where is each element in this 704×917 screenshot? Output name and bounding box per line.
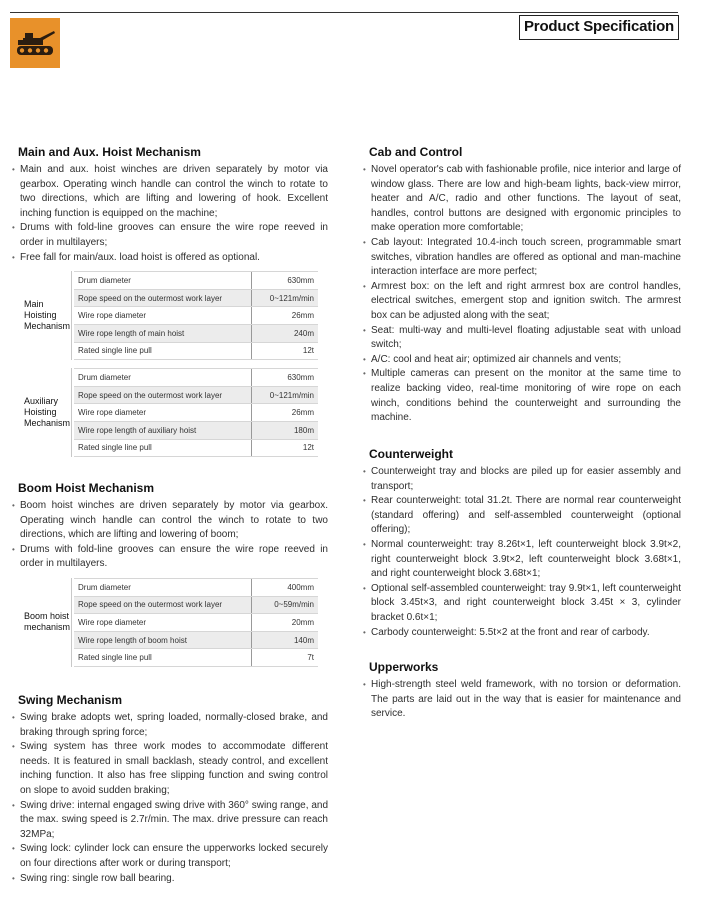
table-cell: Wire rope length of boom hoist: [74, 631, 252, 649]
table-row: [74, 342, 318, 360]
bullet-list: [12, 163, 328, 265]
bullet-list: [363, 465, 681, 640]
table-cell: Drum diameter: [74, 578, 252, 596]
table-cell: Rated single line pull: [74, 342, 252, 360]
table-cell: Rated single line pull: [74, 649, 252, 667]
table-label: Main Hoisting Mechanism: [12, 271, 72, 360]
table-row: [74, 649, 318, 667]
page-title: Product Specification: [519, 15, 679, 40]
table-cell: 20mm: [252, 614, 319, 632]
list-item: • Multiple cameras can present on the monitor at the same time to realize backing video, real-time monitoring of wire rope on each winch, conditions behind the counterweight and surrounding the machine.: [363, 367, 681, 425]
section-heading: Main and Aux. Hoist Mechanism: [18, 145, 201, 159]
table-row: [74, 272, 318, 290]
table-cell: Drum diameter: [74, 369, 252, 387]
list-item: • Drums with fold-line grooves can ensure the wire rope reeved in order in multilayers;: [12, 221, 328, 250]
table-cell: 0~121m/min: [252, 386, 319, 404]
list-item: • Novel operator's cab with fashionable profile, nice interior and large of window glass. There are low and high-beam lights, back-view mirror, heater and A/C, radio and other functions. The layout of seat, handles, control buttons are designed with ergonomic principles to make operation more comfortable;: [363, 163, 681, 236]
cab-control-section: [363, 145, 681, 426]
main-hoist-spec-table: [12, 271, 328, 360]
bullet-list: [363, 163, 681, 426]
table-cell: Rope speed on the outermost work layer: [74, 596, 252, 614]
table-cell: Wire rope diameter: [74, 307, 252, 325]
table-row: [74, 404, 318, 422]
table-cell: 630mm: [252, 369, 319, 387]
section-heading: Upperworks: [369, 660, 439, 674]
aux-hoist-spec-table: [12, 368, 328, 457]
upperworks-section: [363, 660, 681, 722]
table-cell: 630mm: [252, 272, 319, 290]
list-item: • Swing ring: single row ball bearing.: [12, 872, 328, 887]
list-item: • Cab layout: Integrated 10.4-inch touch screen, programmable smart switches, vibration handles are offered as optional and man-machine interaction interface are more perfect;: [363, 236, 681, 280]
table-row: [74, 421, 318, 439]
table-row: [74, 578, 318, 596]
table-cell: 12t: [252, 342, 319, 360]
list-item: • Seat: multi-way and multi-level floating adjustable seat with unload switch;: [363, 324, 681, 353]
main-aux-hoist-section: [12, 145, 328, 457]
list-item: • Swing lock: cylinder lock can ensure the upperworks locked securely on four directions after work or during transport;: [12, 842, 328, 871]
section-heading: Swing Mechanism: [18, 693, 123, 707]
section-heading: Counterweight: [369, 447, 453, 461]
list-item: • Armrest box: on the left and right armrest box are control handles, electrical switches, emergent stop and ignition switch. The armrest box can be adjusted along with the seat;: [363, 280, 681, 324]
crawler-crane-logo-icon: [10, 18, 60, 68]
table-cell: 0~59m/min: [252, 596, 319, 614]
table-cell: 400mm: [252, 578, 319, 596]
list-item: • Main and aux. hoist winches are driven separately by motor via gearbox. Operating winch handle can control the winch to rotate to two directions, which are lifting and lowering of hook. Excellent inching function is equipped on the machine;: [12, 163, 328, 221]
list-item: • Carbody counterweight: 5.5t×2 at the front and rear of carbody.: [363, 626, 681, 641]
list-item: • Boom hoist winches are driven separately by motor via gearbox. Operating winch handle can control the winch to rotate to two directions, which are lifting and lowering of boom;: [12, 499, 328, 543]
table-cell: Wire rope diameter: [74, 404, 252, 422]
table-cell: 240m: [252, 324, 319, 342]
table-cell: 140m: [252, 631, 319, 649]
table-cell: Rope speed on the outermost work layer: [74, 386, 252, 404]
spec-table: [74, 368, 318, 457]
section-heading: Boom Hoist Mechanism: [18, 481, 155, 495]
table-row: [74, 386, 318, 404]
table-cell: Rope speed on the outermost work layer: [74, 289, 252, 307]
header-rule: [10, 12, 678, 13]
table-row: [74, 439, 318, 457]
table-cell: Wire rope length of main hoist: [74, 324, 252, 342]
spec-table: [74, 271, 318, 360]
table-row: [74, 596, 318, 614]
table-cell: 12t: [252, 439, 319, 457]
table-cell: 7t: [252, 649, 319, 667]
table-cell: Wire rope diameter: [74, 614, 252, 632]
table-row: [74, 614, 318, 632]
table-cell: Rated single line pull: [74, 439, 252, 457]
list-item: • Swing brake adopts wet, spring loaded, normally-closed brake, and braking through spring force;: [12, 711, 328, 740]
table-cell: 26mm: [252, 307, 319, 325]
counterweight-section: [363, 447, 681, 640]
list-item: • A/C: cool and heat air; optimized air channels and vents;: [363, 353, 681, 368]
table-cell: 180m: [252, 421, 319, 439]
spec-table: [74, 578, 318, 667]
list-item: • Swing drive: internal engaged swing drive with 360° swing range, and the max. swing speed is 2.7r/min. The max. drive pressure can reach 32MPa;: [12, 799, 328, 843]
table-row: [74, 369, 318, 387]
boom-hoist-spec-table: [12, 578, 328, 667]
swing-section: [12, 693, 328, 886]
table-cell: Wire rope length of auxiliary hoist: [74, 421, 252, 439]
table-row: [74, 631, 318, 649]
list-item: • Swing system has three work modes to accommodate different needs. It is featured in small backlash, steady control, and excellent inching function. It also has free slipping function and swing control on slope to avoid sudden braking;: [12, 740, 328, 798]
table-cell: Drum diameter: [74, 272, 252, 290]
list-item: • Counterweight tray and blocks are piled up for easier assembly and transport;: [363, 465, 681, 494]
bullet-list: [12, 711, 328, 886]
table-row: [74, 324, 318, 342]
table-row: [74, 289, 318, 307]
table-row: [74, 307, 318, 325]
boom-hoist-section: [12, 481, 328, 667]
list-item: • Normal counterweight: tray 8.26t×1, left counterweight block 3.9t×2, right counterweight block 3.9t×2, left counterweight block 3.68t×1, and right counterweight block 3.68t×1;: [363, 538, 681, 582]
list-item: • High-strength steel weld framework, with no torsion or deformation. The parts are laid out in the way that is easier for maintenance and service.: [363, 678, 681, 722]
list-item: • Optional self-assembled counterweight: tray 9.9t×1, left counterweight block 3.45t×3, and right counterweight block 3.45t × 3, cylinder bracket 0.6t×1;: [363, 582, 681, 626]
bullet-list: [12, 499, 328, 572]
section-heading: Cab and Control: [369, 145, 463, 159]
table-label: Boom hoist mechanism: [12, 578, 72, 667]
list-item: • Rear counterweight: total 31.2t. There are normal rear counterweight (standard offering) and self-assembled counterweight (optional offering);: [363, 494, 681, 538]
table-label: Auxiliary Hoisting Mechanism: [12, 368, 72, 457]
list-item: • Free fall for main/aux. load hoist is offered as optional.: [12, 251, 328, 266]
list-item: • Drums with fold-line grooves can ensure the wire rope reeved in order in multilayers.: [12, 543, 328, 572]
table-cell: 0~121m/min: [252, 289, 319, 307]
bullet-list: [363, 678, 681, 722]
table-cell: 26mm: [252, 404, 319, 422]
